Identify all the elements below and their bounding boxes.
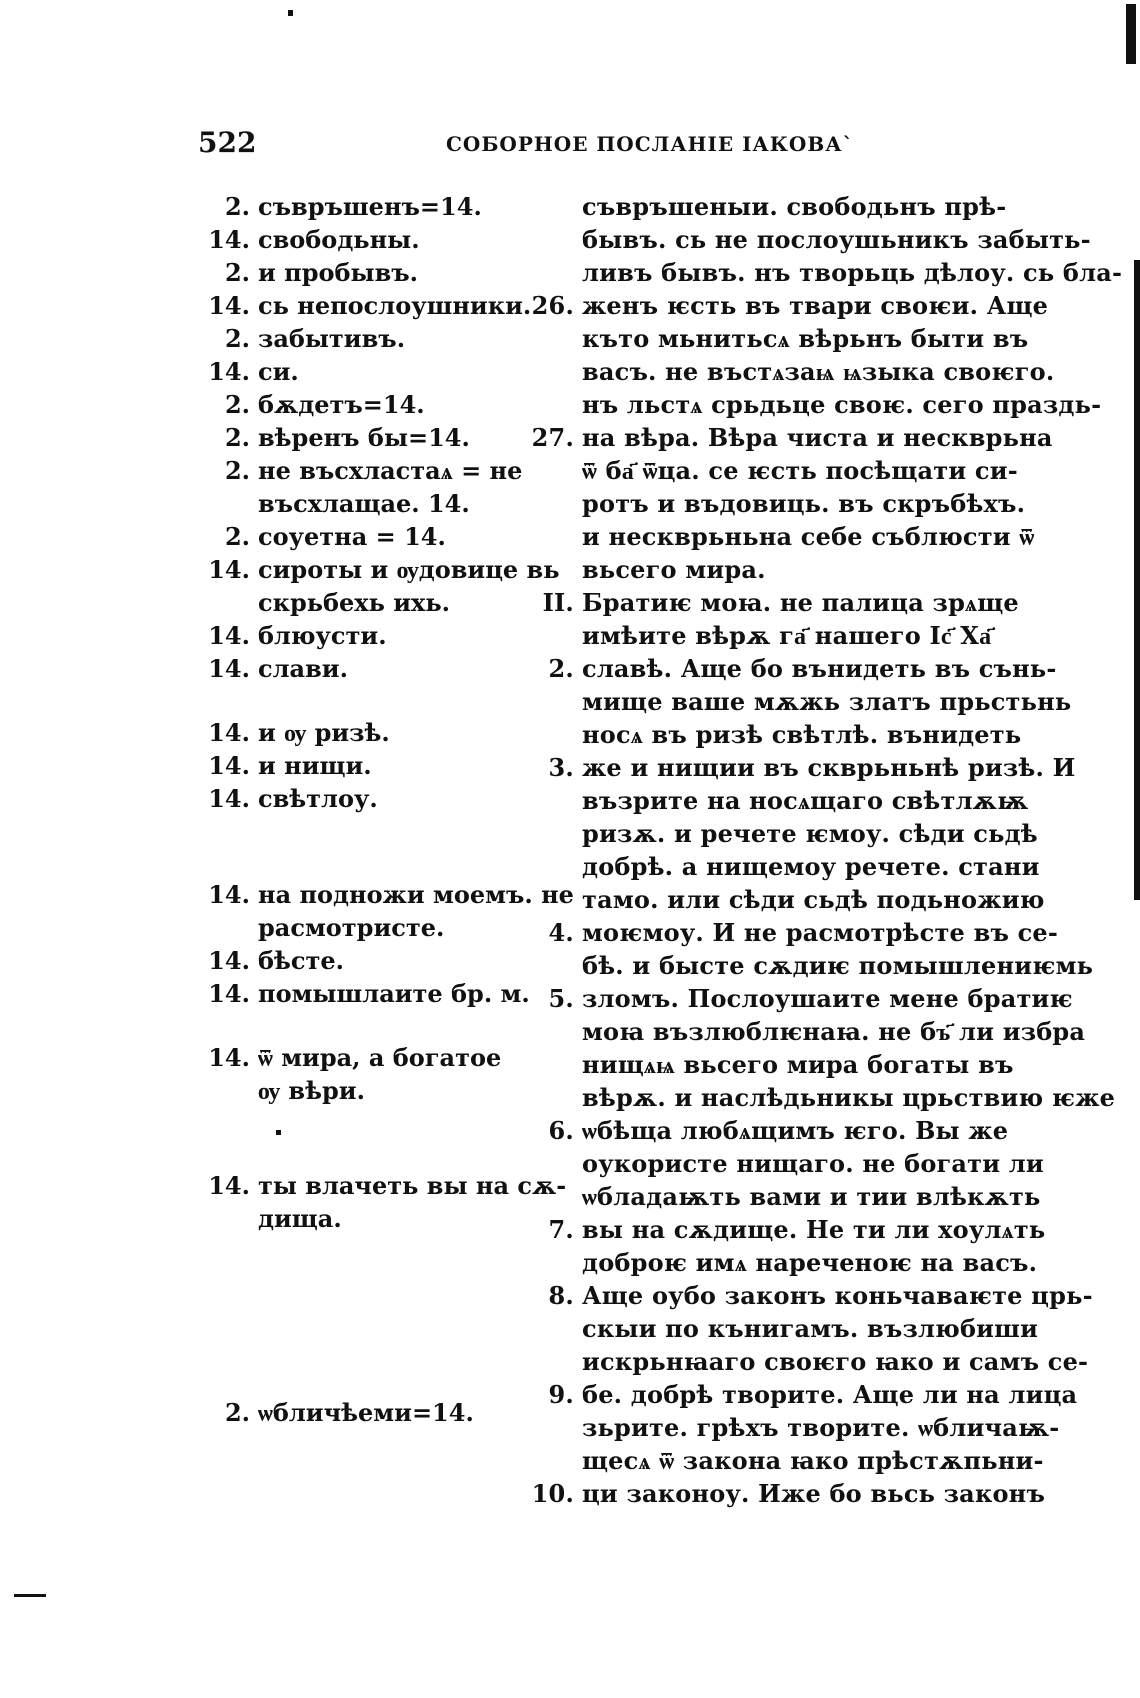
text-line: 27. на вѣра. Вѣра чиста и нескврьна (531, 423, 1053, 452)
text-line: ризѫ. и речете ѥмоу. сѣди сьдѣ (582, 819, 1038, 848)
variant-line: 2. соуетна = 14. (224, 522, 446, 551)
text-line: нъ льстѧ срьдьце своѥ. сего праздь- (582, 390, 1102, 419)
text-line: възрите на носѧщаго свѣтлѫѭ (582, 786, 1029, 815)
variant-line: ѹ вѣри. (258, 1076, 365, 1105)
variant-line: 14. си. (208, 357, 299, 386)
text-line: 9. бе. добрѣ творите. Аще ли на лица (548, 1380, 1078, 1409)
variant-line: 2. ѡбличѣеми=14. (224, 1398, 474, 1427)
text-line: мище ваше мѫжь златъ прьстьнь (582, 687, 1072, 716)
scan-edge-mark (1134, 260, 1140, 900)
text-line: скыи по кънигамъ. възлюбиши (582, 1314, 1039, 1343)
variant-line: 14. бѣсте. (208, 946, 344, 975)
text-line: къто мьнитьсѧ вѣрьнъ быти въ (582, 324, 1029, 353)
text-line: щесѧ ѿ закона ꙗко прѣстѫпьни- (582, 1446, 1044, 1475)
variant-line: 2. съвръшенъ=14. (224, 192, 482, 221)
scan-rule (14, 1594, 46, 1597)
text-line: 7. вы на сѫдище. Не ти ли хоулѧть (548, 1215, 1046, 1244)
text-line: съвръшеныи. свободьнъ прѣ- (582, 192, 1007, 221)
variant-line: 14. свѣтлоу. (208, 784, 378, 813)
variant-line: скрьбехь ихь. (258, 588, 450, 617)
text-line: доброѥ имѧ нареченоѥ на васъ. (582, 1248, 1038, 1277)
text-line: бѣ. и бысте сѫдиѥ помышлениѥмь (582, 951, 1094, 980)
text-line: носѧ въ ризѣ свѣтлѣ. вънидеть (582, 720, 1022, 749)
text-line: добрѣ. а нищемоу речете. стани (582, 852, 1040, 881)
text-line: ѿ ба҃ ѿца. се ѥсть посѣщати си- (582, 456, 1018, 485)
text-line: нищѧѩ вьсего мира богаты въ (582, 1050, 1014, 1079)
text-line: 26. женъ ѥсть въ твари своѥи. Аще (531, 291, 1049, 320)
text-line: тамо. или сѣди сьдѣ подьножию (582, 885, 1045, 914)
variant-line: 14. блюусти. (208, 621, 387, 650)
variant-line: 14. и ѹ ризѣ. (208, 718, 390, 747)
variant-line: 2. бѫдетъ=14. (224, 390, 425, 419)
text-line: зьрите. грѣхъ творите. ѡбличаѭ- (582, 1413, 1060, 1442)
text-line: II. Братиѥ моꙗ. не палица зрѧще (542, 588, 1019, 617)
text-line: бывъ. сь не послоушьникъ забыть- (582, 225, 1091, 254)
variant-line: 2. не въсхластаѧ = не (224, 456, 523, 485)
text-line: 10. ци законоу. Иже бо вьсь законъ (531, 1479, 1046, 1508)
text-line: искрьнꙗаго своѥго ꙗко и самъ се- (582, 1347, 1089, 1376)
variant-line: 14. сироты и ѹдовице вь (208, 555, 560, 584)
text-line: вьсего мира. (582, 555, 766, 584)
scan-dot (276, 1130, 281, 1135)
text-line: 5. зломъ. Послоушаите мене братиѥ (548, 984, 1073, 1013)
variant-line: 2. и пробывъ. (224, 258, 419, 287)
variant-line: 14. и нищи. (208, 751, 372, 780)
variant-line: 14. сь непослоушники. (208, 291, 532, 320)
text-line: 6. ѡбѣща любѧщимъ ѥго. Вы же (548, 1116, 1009, 1145)
text-line: вѣрѫ. и наслѣдьникы црьствию ѥже (582, 1083, 1116, 1112)
page-header (198, 126, 978, 166)
page-number: 522 (198, 126, 257, 159)
variant-line: 14. свободьны. (208, 225, 420, 254)
text-line: 4. моѥмоу. И не расмотрѣсте въ се- (548, 918, 1059, 947)
text-line: 3. же и нищии въ скврьньнѣ ризѣ. И (548, 753, 1076, 782)
variant-line: 14. помышлаите бр. м. (208, 979, 530, 1008)
text-line: имѣите вѣрѫ га҃ нашего Іс҃ Ха҃ (582, 621, 992, 650)
text-line: васъ. не въстѧзаѩ ѩзыка своѥго. (582, 357, 1055, 386)
variant-line: 14. ѿ мира, а богатое (208, 1043, 502, 1072)
text-line: 2. славѣ. Аще бо вънидеть въ сънь- (548, 654, 1057, 683)
text-line: ротъ и въдовиць. въ скръбѣхъ. (582, 489, 1026, 518)
variant-line: 2. вѣренъ бы=14. (224, 423, 470, 452)
variant-line: въсхлащае. 14. (258, 489, 470, 518)
variant-line: 14. слави. (208, 654, 348, 683)
scan-dot (288, 10, 293, 16)
variant-line: 14. ты влачеть вы на сѫ- (208, 1171, 567, 1200)
variant-line: 14. на подножи моемъ. не (208, 880, 574, 909)
variant-line: дища. (258, 1204, 342, 1233)
text-line: ливъ бывъ. нъ творьць дѣлоу. сь бла- (582, 258, 1123, 287)
text-line: и нескврьньна себе съблюсти ѿ (582, 522, 1035, 551)
text-line: оукористе нищаго. не богати ли (582, 1149, 1044, 1178)
text-line: ѡбладаѭть вами и тии влѣкѫть (582, 1182, 1041, 1211)
variant-line: 2. забытивъ. (224, 324, 406, 353)
variant-line: расмотристе. (258, 913, 445, 942)
running-title: СОБОРНОЕ ПОСЛАНІЕ ІАКОВА` (446, 132, 854, 156)
scan-edge-mark (1126, 4, 1136, 64)
text-line: 8. Аще оубо законъ коньчаваѥте црь- (548, 1281, 1093, 1310)
text-line: моꙗ възлюблѥнаꙗ. не бъ҃ ли избра (582, 1017, 1086, 1046)
